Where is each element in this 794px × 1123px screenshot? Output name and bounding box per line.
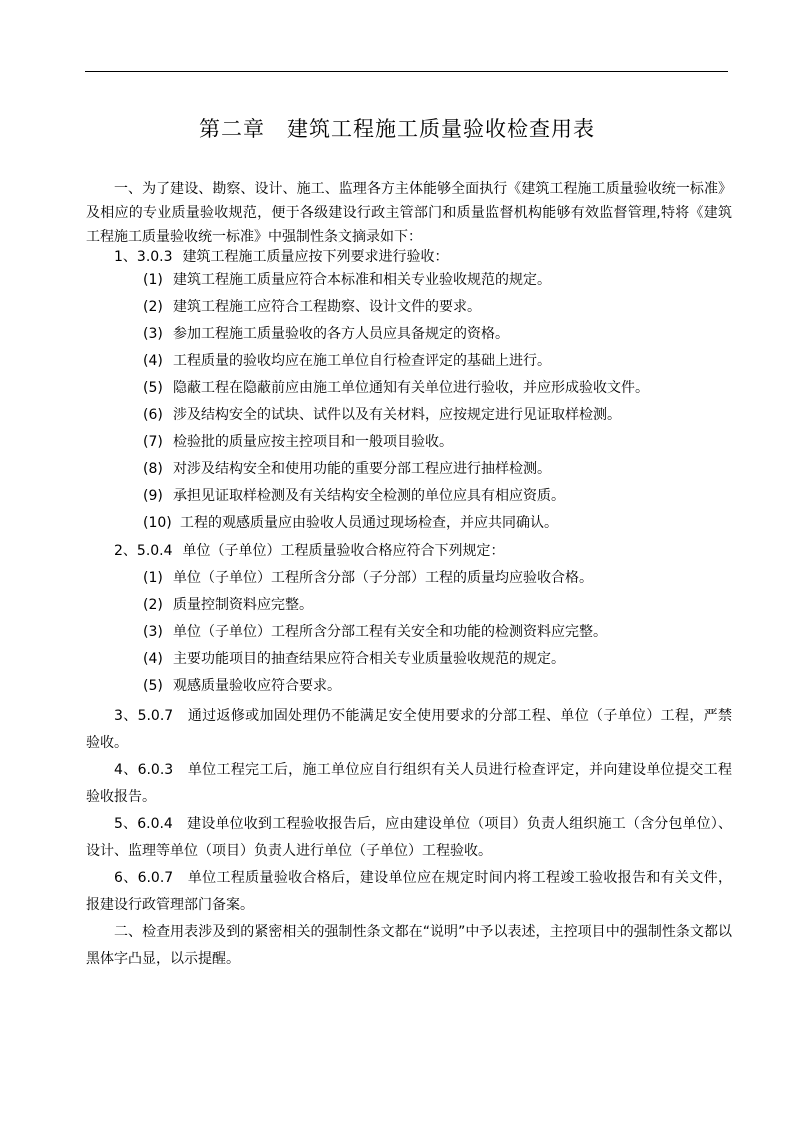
intro-paragraph: 一、为了建设、勘察、设计、施工、监理各方主体能够全面执行《建筑工程施工质量验收统一标准》及相应的专业质量验收规范，便于各级建设行政主管部门和质量监督机构能够有效监督管理,特将《建筑工程施工质量验收统一标准》中强制性条文摘录如下： (86, 181, 732, 245)
list-item: (5) 隐蔽工程在隐蔽前应由施工单位通知有关单位进行验收，并应形成验收文件。 (143, 380, 649, 396)
list-item: (9) 承担见证取样检测及有关结构安全检测的单位应具有相应资质。 (143, 488, 565, 504)
clause-6-0-3: 4、6.0.3 单位工程完工后，施工单位应自行组织有关人员进行检查评定，并向建设单位提交工程验收报告。 (86, 762, 732, 805)
list-item: (5) 观感质量验收应符合要求。 (143, 678, 341, 694)
clause-6-0-7: 6、6.0.7 单位工程质量验收合格后，建设单位应在规定时间内将工程竣工验收报告和有关文件，报建设行政管理部门备案。 (86, 870, 732, 913)
section2-text: 单位（子单位）工程质量验收合格应符合下列规定： (182, 543, 505, 559)
section2-heading (114, 541, 505, 561)
list-item: (1) 建筑工程施工质量应符合本标准和相关专业验收规范的规定。 (143, 272, 551, 288)
clause-5-0-7: 3、5.0.7 通过返修或加固处理仍不能满足安全使用要求的分部工程、单位（子单位）工程，严禁验收。 (86, 708, 732, 751)
closing-paragraph: 二、检查用表涉及到的紧密相关的强制性条文都在“说明”中予以表述，主控项目中的强制性条文都以黑体字凸显，以示提醒。 (86, 924, 732, 967)
list-item: (2) 质量控制资料应完整。 (143, 597, 313, 613)
section2-code: 2、5.0.4 (114, 543, 173, 559)
list-item: (6) 涉及结构安全的试块、试件以及有关材料，应按规定进行见证取样检测。 (143, 407, 621, 423)
list-item: (4) 主要功能项目的抽查结果应符合相关专业质量验收规范的规定。 (143, 651, 565, 667)
list-item: (4) 工程质量的验收均应在施工单位自行检查评定的基础上进行。 (143, 353, 551, 369)
list-item: (1) 单位（子单位）工程所含分部（子分部）工程的质量均应验收合格。 (143, 570, 593, 586)
list-item: (10) 工程的观感质量应由验收人员通过现场检查，并应共同确认。 (143, 515, 558, 531)
list-item: (7) 检验批的质量应按主控项目和一般项目验收。 (143, 434, 453, 450)
chapter-title: 第二章 建筑工程施工质量验收检查用表 (199, 117, 595, 141)
section1-heading (114, 247, 449, 267)
list-item: (2) 建筑工程施工应符合工程勘察、设计文件的要求。 (143, 299, 481, 315)
section1-text: 建筑工程施工质量应按下列要求进行验收： (182, 249, 449, 265)
list-item: (8) 对涉及结构安全和使用功能的重要分部工程应进行抽样检测。 (143, 461, 551, 477)
section1-code: 1、3.0.3 (114, 249, 173, 265)
list-item: (3) 单位（子单位）工程所含分部工程有关安全和功能的检测资料应完整。 (143, 624, 607, 640)
clause-6-0-4: 5、6.0.4 建设单位收到工程验收报告后，应由建设单位（项目）负责人组织施工（含分包单位）、设计、监理等单位（项目）负责人进行单位（子单位）工程验收。 (86, 816, 732, 859)
list-item: (3) 参加工程施工质量验收的各方人员应具备规定的资格。 (143, 326, 509, 342)
header-rule (85, 71, 728, 72)
